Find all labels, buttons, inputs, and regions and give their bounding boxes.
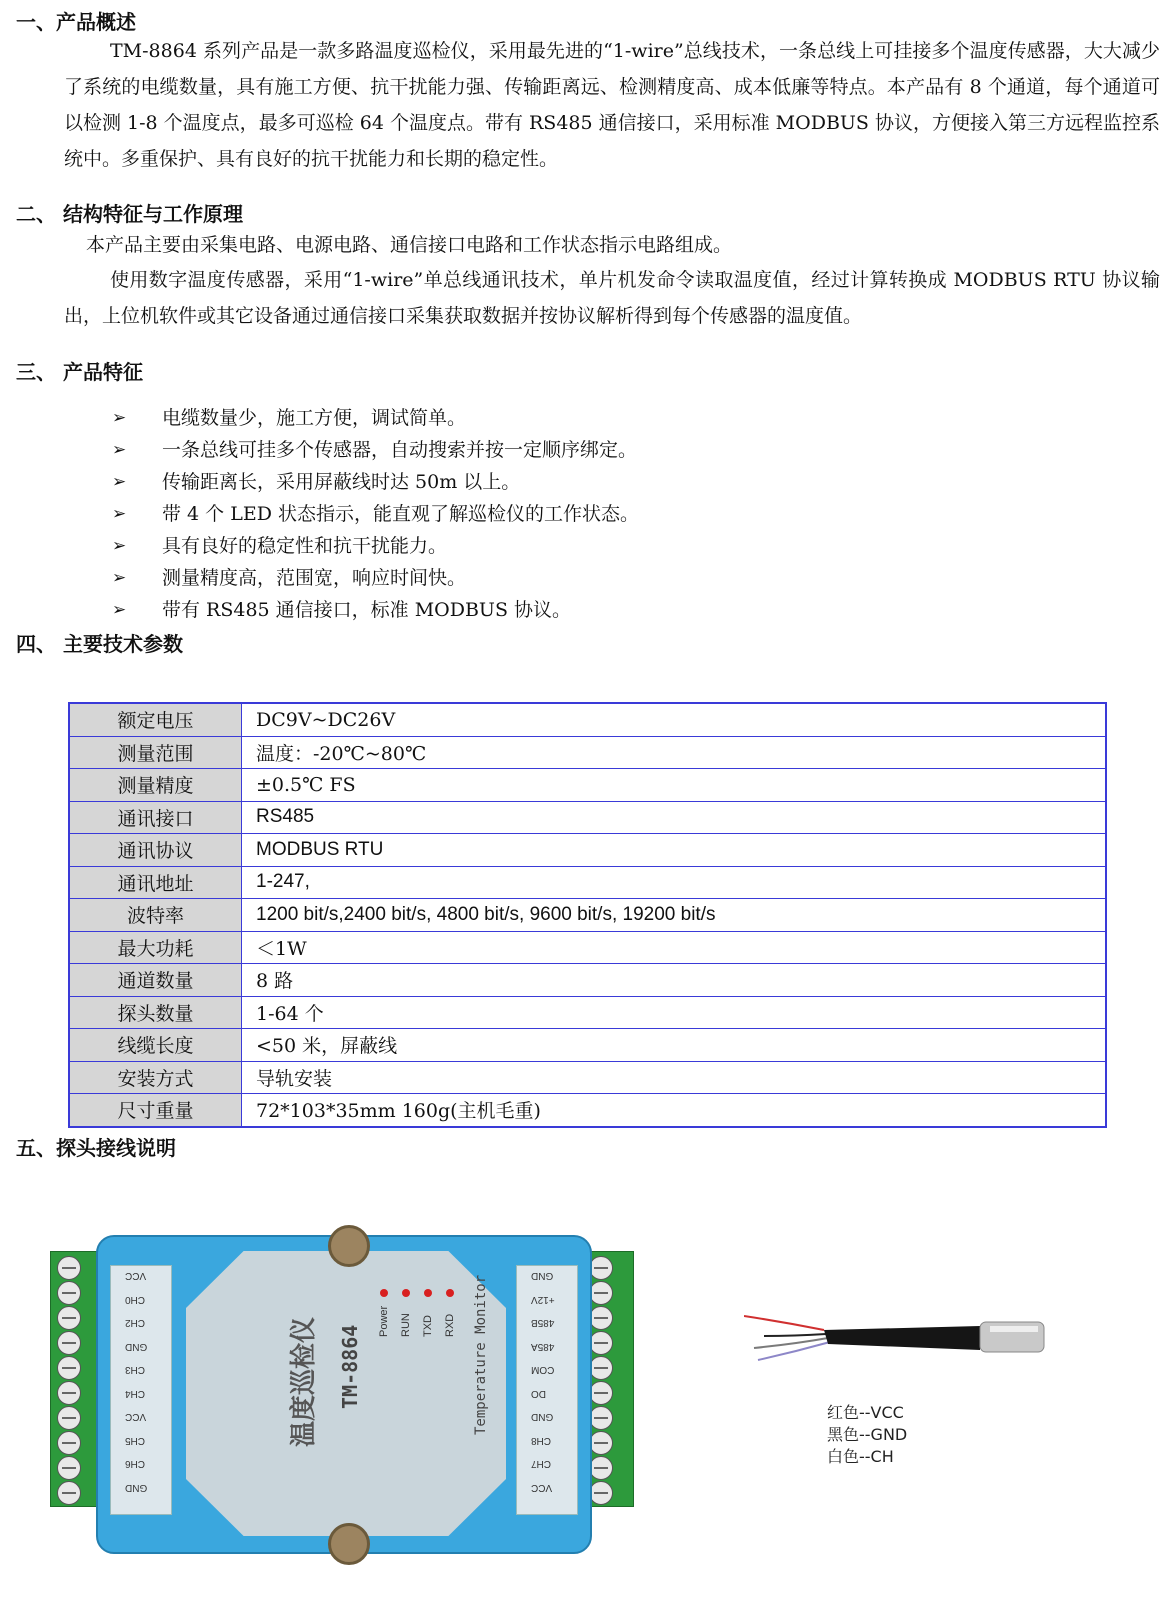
pin-label: CH6 bbox=[125, 1458, 146, 1469]
feature-item bbox=[112, 530, 639, 562]
pin-label: VCC bbox=[125, 1270, 147, 1281]
spec-value: RS485 bbox=[242, 801, 1107, 834]
pin-label: CH3 bbox=[125, 1364, 146, 1375]
terminal-screw-icon bbox=[589, 1356, 613, 1380]
terminal-screw-icon bbox=[57, 1381, 81, 1405]
led-indicator-icon bbox=[446, 1289, 454, 1297]
led-indicator-icon bbox=[424, 1289, 432, 1297]
terminal-screw-icon bbox=[589, 1456, 613, 1480]
device-subtitle: Temperature Monitor bbox=[473, 1274, 489, 1435]
pin-label: VCC bbox=[531, 1481, 553, 1493]
spec-name: 尺寸重量 bbox=[69, 1094, 242, 1127]
probe-legend-line: 红色--VCC bbox=[827, 1403, 904, 1422]
pin-label: GND bbox=[125, 1481, 148, 1493]
right-pin-strip bbox=[516, 1265, 578, 1515]
pin-label: CH5 bbox=[125, 1434, 146, 1446]
table-row bbox=[69, 703, 1106, 736]
bottom-bolt-icon bbox=[328, 1523, 370, 1565]
temperature-probe-image bbox=[744, 1300, 1060, 1396]
led-label: RUN bbox=[400, 1313, 412, 1337]
spec-value: 8 路 bbox=[242, 964, 1107, 997]
terminal-screw-icon bbox=[589, 1406, 613, 1430]
section-2-heading: 二、 结构特征与工作原理 bbox=[16, 202, 243, 226]
pin-label: DO bbox=[531, 1387, 546, 1399]
table-row bbox=[69, 1061, 1106, 1094]
pin-label: GND bbox=[531, 1411, 554, 1422]
pin-label: CH0 bbox=[125, 1293, 146, 1305]
bullet-arrow-icon: ➢ bbox=[112, 472, 127, 492]
spec-value: 导轨安装 bbox=[242, 1061, 1107, 1094]
terminal-screw-icon bbox=[57, 1406, 81, 1430]
terminal-screw-icon bbox=[57, 1306, 81, 1330]
section-4-heading: 四、 主要技术参数 bbox=[16, 632, 183, 656]
pin-label: 485B bbox=[531, 1317, 555, 1328]
terminal-screw-icon bbox=[589, 1381, 613, 1405]
spec-name: 线缆长度 bbox=[69, 1029, 242, 1062]
terminal-screw-icon bbox=[589, 1431, 613, 1455]
terminal-screw-icon bbox=[589, 1281, 613, 1305]
device-title: 温度巡检仪 bbox=[289, 1316, 319, 1447]
led-label: RXD bbox=[444, 1313, 456, 1337]
feature-item-text: 一条总线可挂多个传感器，自动搜索并按一定顺序绑定。 bbox=[162, 439, 638, 461]
pin-label: GND bbox=[531, 1270, 554, 1281]
pin-label: +12V bbox=[531, 1293, 555, 1305]
section-2-line1: 本产品主要由采集电路、电源电路、通信接口电路和工作状态指示电路组成。 bbox=[86, 234, 733, 256]
pin-label: 485A bbox=[531, 1340, 555, 1352]
table-row bbox=[69, 1029, 1106, 1062]
spec-value: MODBUS RTU bbox=[242, 834, 1107, 867]
spec-value: 1200 bit/s,2400 bit/s, 4800 bit/s, 9600 bit/s, 19200 bit/s bbox=[242, 899, 1107, 932]
section-2-text: 使用数字温度传感器，采用“1-wire”单总线通讯技术，单片机发命令读取温度值，经过计算转换成 MODBUS RTU 协议输出，上位机软件或其它设备通过通信接口采集获取数据并按协议解析得到每个传感器的温度值。 bbox=[64, 269, 1160, 327]
table-row bbox=[69, 996, 1106, 1029]
table-row bbox=[69, 769, 1106, 802]
bullet-arrow-icon: ➢ bbox=[112, 600, 127, 620]
spec-name: 额定电压 bbox=[69, 703, 242, 736]
spec-name: 测量范围 bbox=[69, 736, 242, 769]
pin-label: CH2 bbox=[125, 1317, 146, 1328]
probe-legend-line: 白色--CH bbox=[827, 1447, 894, 1466]
table-row bbox=[69, 931, 1106, 964]
spec-value: 72*103*35mm 160g(主机毛重) bbox=[242, 1094, 1107, 1127]
left-terminal-block bbox=[50, 1251, 102, 1507]
feature-list bbox=[112, 402, 639, 626]
feature-item-text: 带 4 个 LED 状态指示，能直观了解巡检仪的工作状态。 bbox=[162, 503, 639, 525]
top-bolt-icon bbox=[328, 1225, 370, 1267]
probe-legend-line: 黑色--GND bbox=[827, 1425, 908, 1444]
bullet-arrow-icon: ➢ bbox=[112, 568, 127, 588]
spec-value: DC9V~DC26V bbox=[242, 703, 1107, 736]
spec-name: 通讯接口 bbox=[69, 801, 242, 834]
led-indicator-icon bbox=[380, 1289, 388, 1297]
spec-value: 温度：-20℃~80℃ bbox=[242, 736, 1107, 769]
terminal-screw-icon bbox=[589, 1306, 613, 1330]
feature-item-text: 传输距离长，采用屏蔽线时达 50m 以上。 bbox=[162, 471, 521, 493]
feature-item-text: 电缆数量少，施工方便，调试简单。 bbox=[162, 407, 467, 429]
pin-label: COM bbox=[531, 1364, 555, 1375]
table-row bbox=[69, 899, 1106, 932]
pin-label: VCC bbox=[125, 1411, 147, 1422]
section-1-heading: 一、产品概述 bbox=[16, 10, 136, 34]
feature-item-text: 带有 RS485 通信接口，标准 MODBUS 协议。 bbox=[162, 599, 572, 621]
terminal-screw-icon bbox=[57, 1431, 81, 1455]
feature-item bbox=[112, 562, 639, 594]
spec-name: 通讯协议 bbox=[69, 834, 242, 867]
spec-name: 最大功耗 bbox=[69, 931, 242, 964]
bullet-arrow-icon: ➢ bbox=[112, 504, 127, 524]
spec-name: 通讯地址 bbox=[69, 866, 242, 899]
pin-label: CH8 bbox=[531, 1434, 552, 1446]
spec-value: 1-247, bbox=[242, 866, 1107, 899]
spec-name: 探头数量 bbox=[69, 996, 242, 1029]
device-illustration bbox=[50, 1235, 634, 1550]
feature-item bbox=[112, 498, 639, 530]
device-model: TM-8864 bbox=[338, 1324, 362, 1409]
table-row bbox=[69, 866, 1106, 899]
feature-item-text: 具有良好的稳定性和抗干扰能力。 bbox=[162, 535, 448, 557]
spec-value: ±0.5℃ FS bbox=[242, 769, 1107, 802]
feature-item bbox=[112, 594, 639, 626]
table-row bbox=[69, 834, 1106, 867]
bullet-arrow-icon: ➢ bbox=[112, 408, 127, 428]
led-label: TXD bbox=[422, 1315, 434, 1337]
spec-name: 波特率 bbox=[69, 899, 242, 932]
led-indicator-icon bbox=[402, 1289, 410, 1297]
terminal-screw-icon bbox=[57, 1281, 81, 1305]
terminal-screw-icon bbox=[57, 1456, 81, 1480]
spec-name: 通道数量 bbox=[69, 964, 242, 997]
terminal-screw-icon bbox=[57, 1481, 81, 1505]
table-row bbox=[69, 964, 1106, 997]
section-5-heading: 五、探头接线说明 bbox=[16, 1136, 176, 1160]
spec-value: <50 米，屏蔽线 bbox=[242, 1029, 1107, 1062]
terminal-screw-icon bbox=[589, 1481, 613, 1505]
led-label: Power bbox=[378, 1305, 390, 1337]
terminal-screw-icon bbox=[57, 1356, 81, 1380]
feature-item bbox=[112, 466, 639, 498]
left-pin-strip bbox=[110, 1265, 172, 1515]
spec-table bbox=[68, 702, 1107, 1128]
pin-label: CH4 bbox=[125, 1387, 146, 1399]
section-1-text: TM-8864 系列产品是一款多路温度巡检仪，采用最先进的“1-wire”总线技术，一条总线上可挂接多个温度传感器，大大减少了系统的电缆数量，具有施工方便、抗干扰能力强、传输距离远、检测精度高、成本低廉等特点。本产品有 8 个通道，每个通道可以检测 1-8 个温度点，最多可巡检 64 个温度点。带有 RS485 通信接口，采用标准 MODBUS 协议，方便接入第三方远程监控系统中。多重保护、具有良好的抗干扰能力和长期的稳定性。 bbox=[64, 40, 1160, 170]
table-row bbox=[69, 736, 1106, 769]
table-row bbox=[69, 801, 1106, 834]
pin-label: CH7 bbox=[531, 1458, 552, 1469]
feature-item-text: 测量精度高，范围宽，响应时间快。 bbox=[162, 567, 467, 589]
section-3-heading: 三、 产品特征 bbox=[16, 360, 143, 384]
spec-name: 安装方式 bbox=[69, 1061, 242, 1094]
bullet-arrow-icon: ➢ bbox=[112, 440, 127, 460]
bullet-arrow-icon: ➢ bbox=[112, 536, 127, 556]
spec-name: 测量精度 bbox=[69, 769, 242, 802]
terminal-screw-icon bbox=[57, 1331, 81, 1355]
spec-value: ＜1W bbox=[242, 931, 1107, 964]
probe-legend bbox=[827, 1402, 907, 1468]
terminal-screw-icon bbox=[589, 1256, 613, 1280]
spec-value: 1-64 个 bbox=[242, 996, 1107, 1029]
feature-item bbox=[112, 402, 639, 434]
terminal-screw-icon bbox=[589, 1331, 613, 1355]
terminal-screw-icon bbox=[57, 1256, 81, 1280]
table-row bbox=[69, 1094, 1106, 1127]
device-body bbox=[96, 1235, 592, 1554]
feature-item bbox=[112, 434, 639, 466]
pin-label: GND bbox=[125, 1340, 148, 1352]
